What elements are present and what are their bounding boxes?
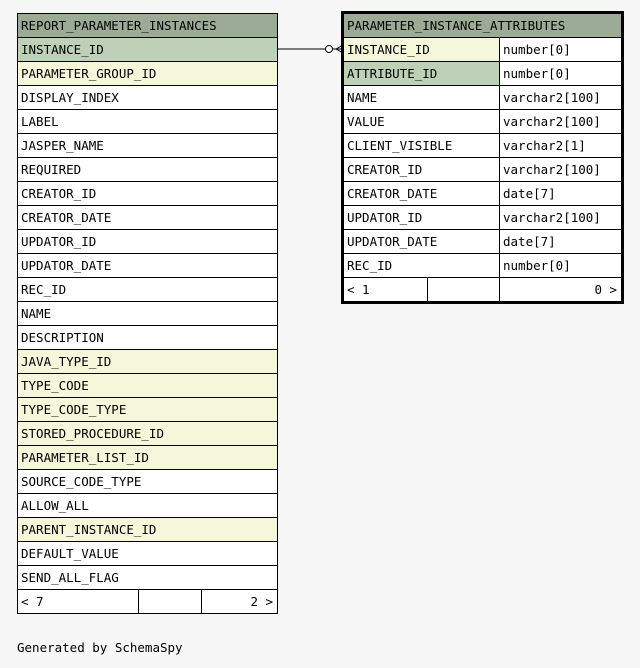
column-name[interactable]: PARENT_INSTANCE_ID (18, 518, 278, 542)
table-row[interactable] (344, 230, 622, 254)
column-name[interactable]: INSTANCE_ID (18, 38, 278, 62)
column-type: varchar2[100] (500, 86, 622, 110)
table-row[interactable] (344, 254, 622, 278)
column-type: number[0] (500, 62, 622, 86)
column-type: number[0] (500, 254, 622, 278)
column-name[interactable]: UPDATOR_DATE (344, 230, 500, 254)
table-row[interactable] (18, 302, 278, 326)
table-row[interactable] (18, 110, 278, 134)
table-header[interactable]: REPORT_PARAMETER_INSTANCES (18, 14, 278, 38)
column-name[interactable]: UPDATOR_DATE (18, 254, 278, 278)
table-row[interactable] (18, 254, 278, 278)
table-row[interactable] (18, 62, 278, 86)
table-row[interactable] (344, 134, 622, 158)
column-name[interactable]: UPDATOR_ID (18, 230, 278, 254)
column-name[interactable]: ALLOW_ALL (18, 494, 278, 518)
table-row[interactable] (18, 134, 278, 158)
column-name[interactable]: SEND_ALL_FLAG (18, 566, 278, 590)
footer-spacer (428, 278, 500, 302)
table-row[interactable] (344, 110, 622, 134)
column-name[interactable]: CREATOR_DATE (344, 182, 500, 206)
column-type: varchar2[100] (500, 158, 622, 182)
column-name[interactable]: PARAMETER_GROUP_ID (18, 62, 278, 86)
table-row[interactable] (18, 86, 278, 110)
table-row[interactable] (344, 158, 622, 182)
table-row[interactable] (18, 446, 278, 470)
column-name[interactable]: DESCRIPTION (18, 326, 278, 350)
table-row[interactable] (18, 350, 278, 374)
column-type: date[7] (500, 230, 622, 254)
column-name[interactable]: STORED_PROCEDURE_ID (18, 422, 278, 446)
crows-foot-lower (336, 49, 343, 53)
column-name[interactable]: LABEL (18, 110, 278, 134)
table-row[interactable] (344, 206, 622, 230)
table-footer (344, 278, 622, 302)
column-type: varchar2[100] (500, 206, 622, 230)
table-row[interactable] (18, 182, 278, 206)
column-type: varchar2[1] (500, 134, 622, 158)
column-name[interactable]: JASPER_NAME (18, 134, 278, 158)
table-row[interactable] (18, 374, 278, 398)
table-footer (18, 590, 278, 614)
generated-by-caption: Generated by SchemaSpy (17, 640, 183, 655)
column-type: varchar2[100] (500, 110, 622, 134)
table-row[interactable] (18, 230, 278, 254)
table-row[interactable] (18, 38, 278, 62)
table-header[interactable]: PARAMETER_INSTANCE_ATTRIBUTES (344, 14, 622, 38)
table-row[interactable] (18, 398, 278, 422)
table-row[interactable] (18, 566, 278, 590)
child-count[interactable]: 0 > (500, 278, 622, 302)
column-name[interactable]: DISPLAY_INDEX (18, 86, 278, 110)
table-row[interactable] (18, 518, 278, 542)
table-row[interactable] (344, 62, 622, 86)
column-type: date[7] (500, 182, 622, 206)
footer-spacer (139, 590, 202, 614)
table-row[interactable] (18, 206, 278, 230)
table-row[interactable] (18, 326, 278, 350)
column-name[interactable]: INSTANCE_ID (344, 38, 500, 62)
column-name[interactable]: TYPE_CODE (18, 374, 278, 398)
column-name[interactable]: REQUIRED (18, 158, 278, 182)
column-name[interactable]: REC_ID (18, 278, 278, 302)
column-name[interactable]: NAME (344, 86, 500, 110)
column-name[interactable]: SOURCE_CODE_TYPE (18, 470, 278, 494)
table-row[interactable] (18, 158, 278, 182)
column-name[interactable]: NAME (18, 302, 278, 326)
column-name[interactable]: CREATOR_DATE (18, 206, 278, 230)
report-parameter-instances-table[interactable] (17, 13, 278, 614)
table-row[interactable] (18, 422, 278, 446)
table-row[interactable] (344, 38, 622, 62)
column-name[interactable]: DEFAULT_VALUE (18, 542, 278, 566)
column-name[interactable]: CLIENT_VISIBLE (344, 134, 500, 158)
parent-count[interactable]: < 1 (344, 278, 428, 302)
column-name[interactable]: TYPE_CODE_TYPE (18, 398, 278, 422)
parameter-instance-attributes-table[interactable] (343, 13, 622, 302)
parent-count[interactable]: < 7 (18, 590, 139, 614)
column-name[interactable]: UPDATOR_ID (344, 206, 500, 230)
zero-cardinality-circle (326, 46, 333, 53)
column-name[interactable]: REC_ID (344, 254, 500, 278)
column-name[interactable]: JAVA_TYPE_ID (18, 350, 278, 374)
table-row[interactable] (344, 86, 622, 110)
table-row[interactable] (18, 278, 278, 302)
crows-foot-upper (336, 45, 343, 49)
column-type: number[0] (500, 38, 622, 62)
column-name[interactable]: CREATOR_ID (344, 158, 500, 182)
child-count[interactable]: 2 > (202, 590, 278, 614)
table-row[interactable] (18, 542, 278, 566)
column-name[interactable]: PARAMETER_LIST_ID (18, 446, 278, 470)
table-row[interactable] (18, 470, 278, 494)
table-row[interactable] (344, 182, 622, 206)
table-row[interactable] (18, 494, 278, 518)
column-name[interactable]: ATTRIBUTE_ID (344, 62, 500, 86)
column-name[interactable]: CREATOR_ID (18, 182, 278, 206)
column-name[interactable]: VALUE (344, 110, 500, 134)
